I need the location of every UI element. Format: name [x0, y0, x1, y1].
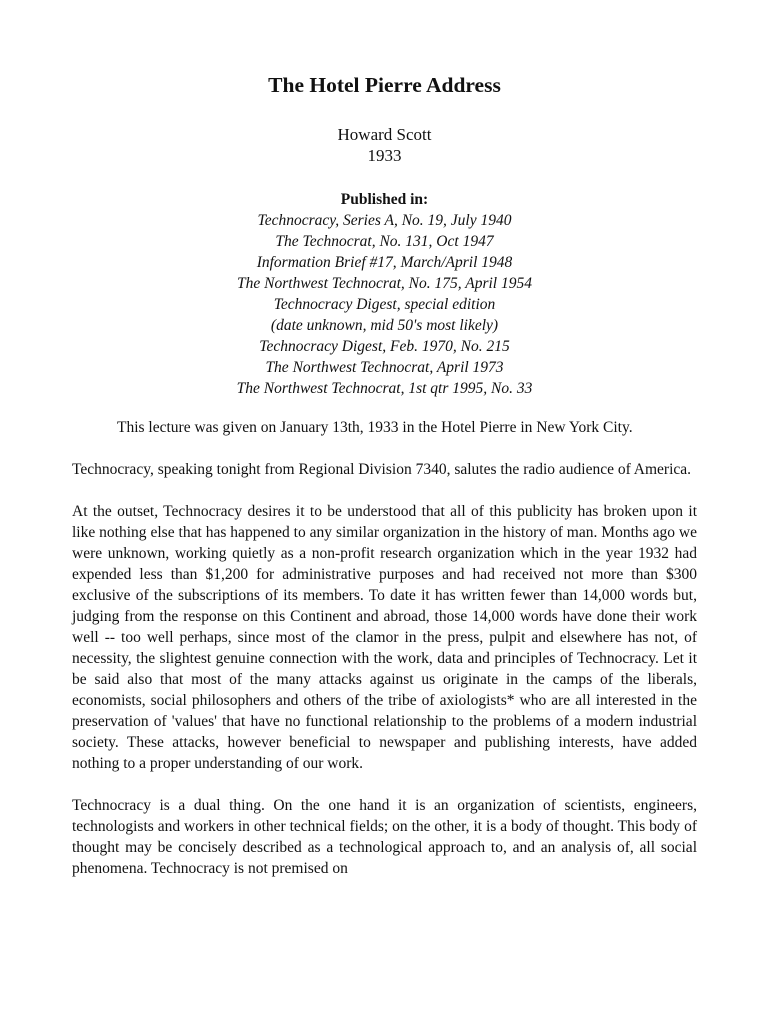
- published-in-item: The Northwest Technocrat, April 1973: [265, 359, 504, 376]
- published-in-item: The Technocrat, No. 131, Oct 1947: [275, 233, 494, 250]
- published-in-item: Information Brief #17, March/April 1948: [256, 254, 513, 271]
- published-in-item: (date unknown, mid 50's most likely): [270, 317, 499, 334]
- document-page: [72, 72, 697, 895]
- published-in-item: The Northwest Technocrat, 1st qtr 1995, No. 33: [236, 380, 533, 397]
- published-in-item: Technocracy, Series A, No. 19, July 1940: [257, 212, 512, 229]
- body-paragraph: Technocracy is a dual thing. On the one hand it is an organization of scientists, engineers, technologists and workers in other technical fields; on the other, it is a body of thought. This body of thought may be concisely described as a technological approach to, and an analysis of, all social phenomena. Technocracy is not premised on: [72, 797, 697, 877]
- author-name: Howard Scott: [337, 125, 432, 144]
- published-in-heading: Published in:: [340, 191, 429, 208]
- published-in-item: Technocracy Digest, special edition: [273, 296, 496, 313]
- published-in-item: Technocracy Digest, Feb. 1970, No. 215: [259, 338, 510, 355]
- published-in-section: [72, 189, 697, 399]
- document-title: The Hotel Pierre Address: [268, 73, 501, 97]
- body-paragraph: At the outset, Technocracy desires it to be understood that all of this publicity has broken upon it like nothing else that has happened to any similar organization in the history of man. Months ago we were unknown, working quietly as a non-profit research organization which in the year 1932 had expended less than $1,200 for administrative purposes and had received not more than $300 exclusive of the subscriptions of its members. To date it has written fewer than 14,000 words but, judging from the response on this Continent and abroad, those 14,000 words have done their work well -- too well perhaps, since most of the clamor in the press, pulpit and elsewhere has not, of necessity, the slightest genuine connection with the work, data and principles of Technocracy. Let it be said also that most of the many attacks against us originate in the camps of the liberals, economists, social philosophers and others of the tribe of axiologists* who are all interested in the preservation of 'values' that have no functional relationship to the problems of a modern industrial society. These attacks, however beneficial to newspaper and publishing interests, have added nothing to a proper understanding of our work.: [72, 503, 697, 772]
- body-paragraph: Technocracy, speaking tonight from Regional Division 7340, salutes the radio audience of America.: [72, 461, 692, 478]
- lecture-note: This lecture was given on January 13th, 1933 in the Hotel Pierre in New York City.: [117, 419, 633, 436]
- publication-year: 1933: [367, 146, 402, 165]
- published-in-item: The Northwest Technocrat, No. 175, April 1954: [237, 275, 532, 292]
